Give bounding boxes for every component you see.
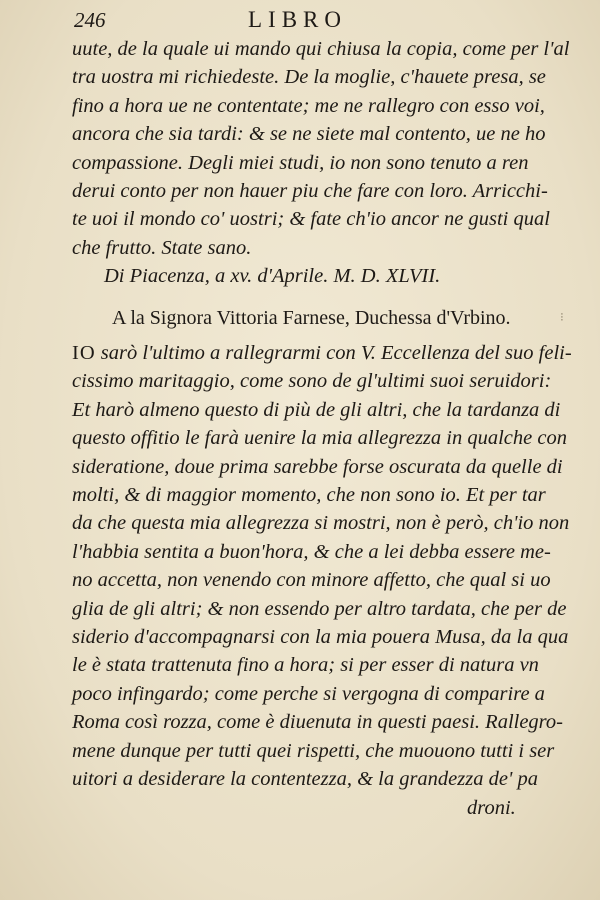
page-header	[0, 6, 600, 34]
running-head: LIBRO	[248, 7, 347, 32]
margin-mark: ⁝	[560, 310, 564, 324]
first-line-text: sarò l'ultimo a rallegrarmi con V. Eccellenza del suo feli-	[100, 342, 572, 364]
text-line: tra uostra mi richiedeste. De la moglie, c'hauete presa, se	[72, 66, 546, 89]
text-line: mene dunque per tutti quei rispetti, che muouono tutti i ser	[72, 739, 555, 762]
letter-1-body	[72, 35, 570, 291]
text-line: uitori a desiderare la contentezza, & la grandezza de' pa	[72, 768, 538, 791]
letter-1-dateline: Di Piacenza, a xv. d'Aprile. M. D. XLVII.	[104, 265, 441, 288]
text-line: Et harò almeno questo di più de gli altri, che la tardanza di	[72, 398, 561, 421]
text-line: questo offitio le farà uenire la mia allegrezza in qualche con	[72, 427, 567, 450]
text-line: ancora che sia tardi: & se ne siete mal contento, ue ne ho	[72, 123, 546, 146]
text-line: che frutto. State sano.	[72, 236, 252, 259]
text-line: glia de gli altri; & non essendo per altro tardata, che per de	[72, 597, 567, 620]
text-line: no accetta, non venendo con minore affetto, che qual si uo	[72, 569, 551, 592]
initial-letters: IO	[72, 342, 96, 364]
text-line: uute, de la quale ui mando qui chiusa la copia, come per l'al	[72, 38, 570, 60]
text-line: poco infingardo; come perche si vergogna di comparire a	[72, 682, 545, 705]
text-line: te uoi il mondo co' uostri; & fate ch'io ancor ne gusti qual	[72, 208, 550, 231]
text-line: derui conto per non hauer piu che fare con loro. Arricchi-	[72, 180, 548, 203]
text-line-last: droni.	[467, 796, 516, 819]
text-line: compassione. Degli miei studi, io non sono tenuto a ren	[72, 151, 529, 174]
text-line-first	[72, 339, 572, 367]
text-line: fino a hora ue ne contentate; me ne rallegro con esso voi,	[72, 94, 545, 117]
text-line: l'habbia sentita a buon'hora, & che a lei debba essere me-	[72, 540, 551, 563]
text-line: le è stata trattenuta fino a hora; si per esser di natura vn	[72, 654, 539, 677]
letter-2-heading: A la Signora Vittoria Farnese, Duchessa d'Vrbino.	[112, 307, 511, 329]
page-number: 246	[74, 8, 106, 32]
text-line: da che questa mia allegrezza si mostri, non è però, ch'io non	[72, 512, 570, 535]
text-line: sideratione, doue prima sarebbe forse oscurata da quelle di	[72, 455, 563, 478]
text-line: molti, & di maggior momento, che non sono io. Et per tar	[72, 484, 546, 507]
text-line: cissimo maritaggio, come sono de gl'ultimi suoi seruidori:	[72, 370, 552, 393]
text-line: siderio d'accompagnarsi con la mia pouera Musa, da la qua	[72, 626, 569, 649]
letter-2-body	[72, 339, 572, 822]
text-line: Roma così rozza, come è diuenuta in questi paesi. Rallegro-	[72, 711, 563, 734]
